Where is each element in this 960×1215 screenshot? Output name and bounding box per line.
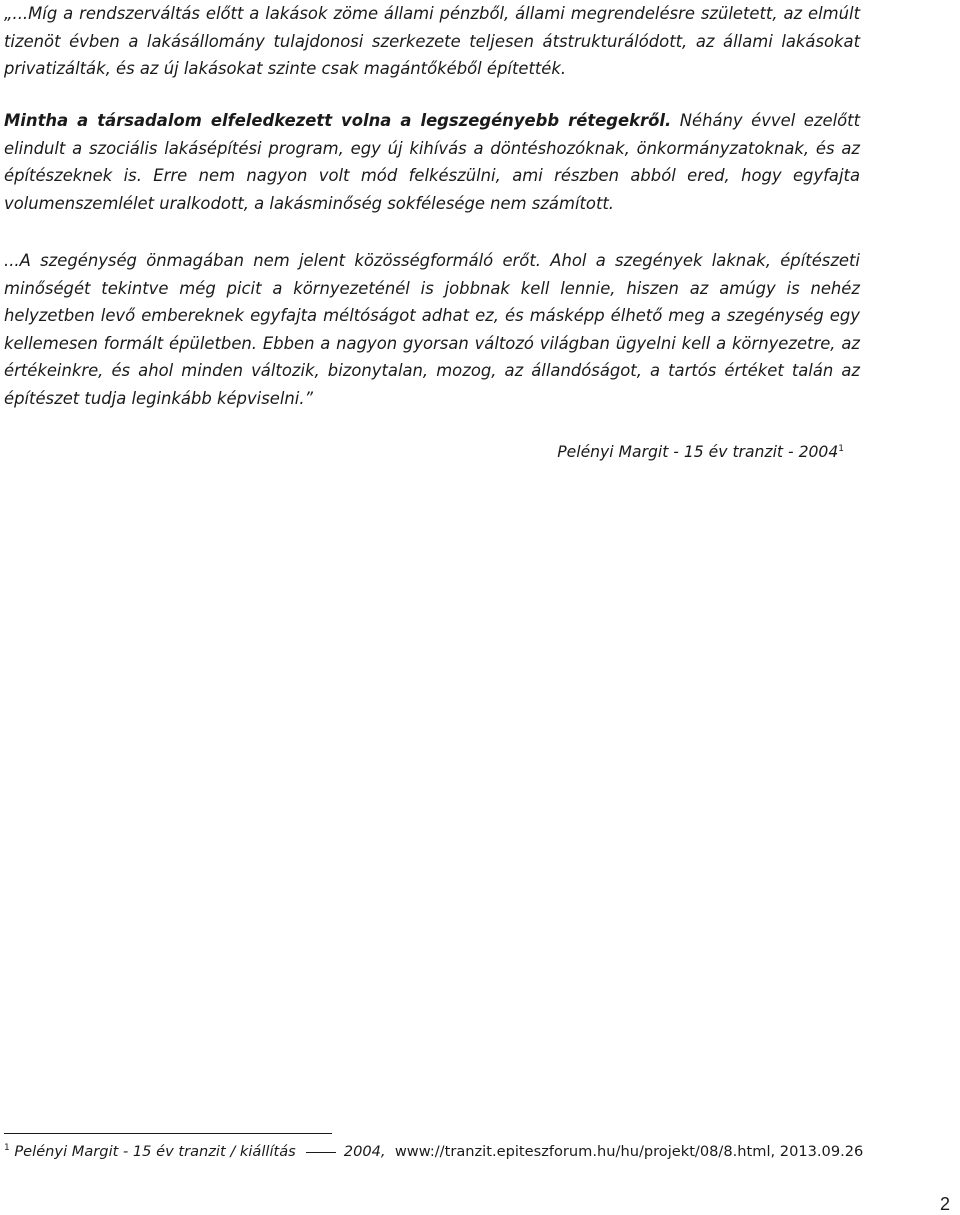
paragraph-3 xyxy=(4,247,860,413)
paragraph-2 xyxy=(4,107,860,217)
footnote-url[interactable]: www://tranzit.epiteszforum.hu/hu/projekt/08/8.html, 2013.09.26 xyxy=(394,1143,864,1160)
paragraph-2-italic-text: Néhány évvel ezelőtt elindult a szociális lakásépítési program, egy új kihívás a döntéshozóknak, önkormányzatoknak, és az építészeknek is. xyxy=(4,111,861,186)
footnote xyxy=(4,1143,863,1160)
page-number: 2 xyxy=(939,1194,950,1214)
paragraph-3-italic-lead: ...A szegénység önmagában nem jelent közösségformáló erőt. xyxy=(4,251,541,270)
footnote-separator xyxy=(4,1133,332,1134)
paragraph-1-text: „...Míg a rendszerváltás előtt a lakások zöme állami pénzből, állami megrendelésre született, az elmúlt tizenöt évben a lakásállomány tulajdonosi szerkezete teljesen átstrukturálódott, az állami lakásokat privatizálták, és az új lakásokat szinte csak magántőkéből építették. xyxy=(4,4,860,79)
footnote-dash xyxy=(306,1152,336,1153)
paragraph-2-bold-heading: Mintha a társadalom elfeledkezett volna a legszegényebb rétegekről. xyxy=(4,111,672,130)
paragraph-1 xyxy=(4,0,860,83)
footnote-reference[interactable]: 1 xyxy=(838,443,844,454)
quote-attribution xyxy=(557,443,844,461)
footnote-mark: 1 xyxy=(4,1143,10,1154)
footnote-source: Pelényi Margit - 15 év tranzit / kiállítás xyxy=(14,1143,296,1160)
attribution-text: Pelényi Margit - 15 év tranzit - 2004 xyxy=(557,443,839,461)
paragraph-3-text: Ahol a szegények laknak, építészeti minőségét tekintve még picit a környezeténél is jobbnak kell lennie, hiszen az amúgy is nehéz helyzetben levő embereknek egyfajta méltóságot adhat ez, és másképp élhető meg a szegénység egy kellemesen formált épületben. Ebben a nagyon gyorsan változó világban ügyelni kell a környezetre, az értékeinkre, és ahol minden változik, bizonytalan, mozog, az állandóságot, a tartós értéket talán az építészet tudja leginkább képviselni.” xyxy=(4,251,860,408)
paragraph-2-plain-text: Erre nem nagyon volt mód felkészülni, ami részben abból ered, hogy egyfajta volumenszemlélet uralkodott, a lakásminőség sokfélesége nem számított. xyxy=(4,166,860,213)
footnote-year: 2004, xyxy=(343,1143,386,1160)
